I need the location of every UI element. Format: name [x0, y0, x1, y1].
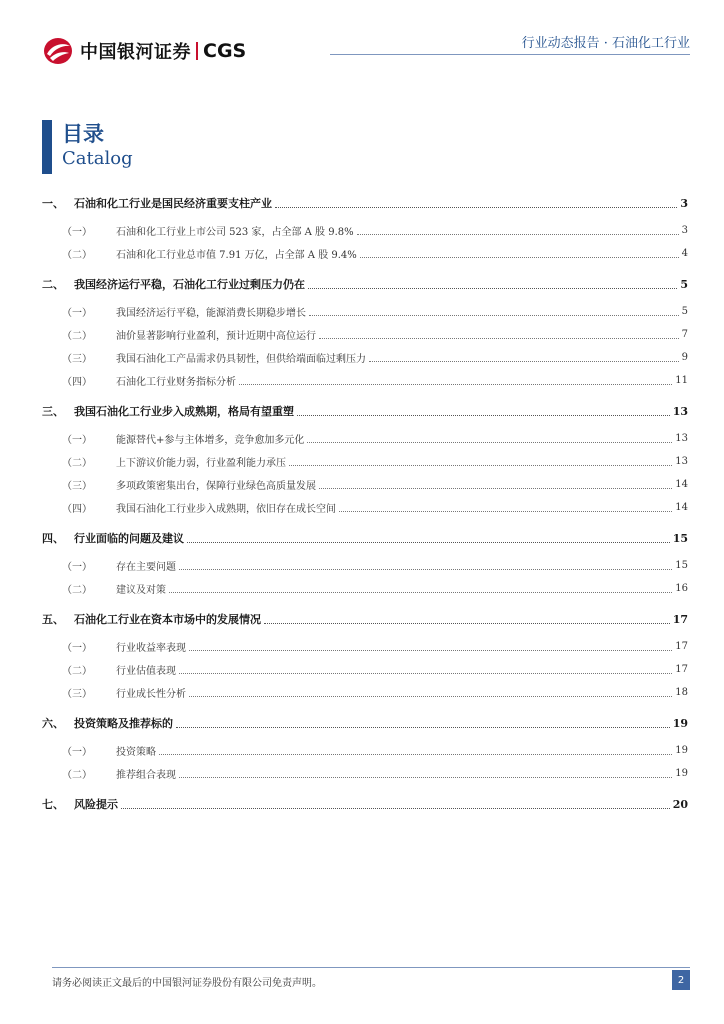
toc-entry-number: 一、 [42, 197, 64, 210]
toc-entry-page: 17 [672, 612, 688, 626]
toc-entry-number: （二） [62, 769, 92, 781]
toc-dot-leader [176, 727, 670, 728]
toc-subsection-entry[interactable] [42, 220, 688, 240]
toc-entry-title: 投资策略 [116, 746, 156, 758]
title-accent-bar [42, 120, 52, 174]
toc-dot-leader [308, 288, 677, 289]
toc-entry-number: （二） [62, 457, 92, 469]
toc-subsection-entry[interactable] [42, 428, 688, 448]
toc-section-entry[interactable] [42, 193, 688, 213]
toc-entry-title: 推荐组合表现 [116, 769, 176, 781]
toc-subsection-entry[interactable] [42, 370, 688, 390]
toc-entry-number: 四、 [42, 532, 64, 545]
toc-section-entry[interactable] [42, 274, 688, 294]
toc-section-entry[interactable] [42, 713, 688, 733]
toc-entry-title: 能源替代+参与主体增多，竞争愈加多元化 [116, 434, 305, 446]
footer-divider [52, 967, 690, 968]
toc-subsection-entry[interactable] [42, 555, 688, 575]
page-number: 2 [672, 970, 690, 990]
toc-entry-page: 4 [681, 247, 688, 259]
toc-subsection-entry[interactable] [42, 324, 688, 344]
toc-dot-leader [239, 384, 672, 385]
toc-entry-title: 石油化工行业在资本市场中的发展情况 [74, 613, 261, 626]
toc-entry-page: 13 [675, 432, 688, 444]
brand-name-cn: 中国银河证券 [80, 42, 191, 63]
toc-entry-page: 17 [675, 640, 688, 652]
toc-entry-page: 15 [672, 531, 688, 545]
toc-subsection-entry[interactable] [42, 578, 688, 598]
toc-entry-title: 行业收益率表现 [116, 642, 186, 654]
toc-entry-number: 五、 [42, 613, 64, 626]
report-type-label: 行业动态报告 · 石油化工行业 [521, 36, 690, 51]
toc-entry-page: 19 [675, 767, 688, 779]
toc-subsection-entry[interactable] [42, 740, 688, 760]
toc-entry-page: 17 [675, 663, 688, 675]
toc-dot-leader [121, 808, 670, 809]
toc-dot-leader [297, 415, 670, 416]
toc-entry-number: （二） [62, 249, 92, 261]
toc-entry-number: （二） [62, 330, 92, 342]
toc-entry-page: 14 [675, 478, 688, 490]
toc-dot-leader [159, 754, 672, 755]
brand-separator [196, 42, 198, 60]
toc-entry-page: 3 [680, 196, 688, 210]
toc-dot-leader [275, 207, 677, 208]
footer-disclaimer: 请务必阅读正文最后的中国银河证券股份有限公司免责声明。 [52, 978, 322, 989]
toc-dot-leader [360, 257, 679, 258]
toc-entry-title: 石油和化工行业上市公司 523 家，占全部 A 股 9.8% [116, 226, 354, 238]
toc-entry-page: 5 [681, 305, 688, 317]
toc-entry-title: 我国经济运行平稳，能源消费长期稳步增长 [116, 307, 306, 319]
toc-entry-page: 11 [675, 374, 688, 386]
toc-subsection-entry[interactable] [42, 451, 688, 471]
toc-title-en: Catalog [62, 148, 133, 169]
toc-entry-title: 石油和化工行业是国民经济重要支柱产业 [74, 197, 272, 210]
toc-subsection-entry[interactable] [42, 474, 688, 494]
toc-section-entry[interactable] [42, 609, 688, 629]
toc-entry-number: （四） [62, 503, 92, 515]
toc-dot-leader [179, 569, 672, 570]
toc-entry-title: 石油和化工行业总市值 7.91 万亿，占全部 A 股 9.4% [116, 249, 357, 261]
toc-entry-page: 13 [675, 455, 688, 467]
toc-entry-number: 二、 [42, 278, 64, 291]
toc-dot-leader [264, 623, 670, 624]
toc-entry-number: （四） [62, 376, 92, 388]
toc-entry-title: 行业面临的问题及建议 [74, 532, 184, 545]
toc-entry-number: （二） [62, 584, 92, 596]
toc-entry-number: （一） [62, 307, 92, 319]
toc-dot-leader [189, 650, 672, 651]
toc-entry-title: 我国经济运行平稳，石油化工行业过剩压力仍在 [74, 278, 305, 291]
toc-dot-leader [357, 234, 679, 235]
toc-entry-title: 存在主要问题 [116, 561, 176, 573]
toc-dot-leader [189, 696, 672, 697]
toc-entry-page: 15 [675, 559, 688, 571]
toc-dot-leader [307, 442, 672, 443]
toc-entry-page: 9 [681, 351, 688, 363]
toc-entry-number: 六、 [42, 717, 64, 730]
toc-entry-number: （一） [62, 561, 92, 573]
toc-entry-number: 七、 [42, 798, 64, 811]
toc-entry-number: （三） [62, 353, 92, 365]
toc-subsection-entry[interactable] [42, 301, 688, 321]
toc-entry-title: 油价显著影响行业盈利，预计近期中高位运行 [116, 330, 316, 342]
page-header [0, 0, 724, 80]
toc-entry-page: 13 [672, 404, 688, 418]
toc-dot-leader [339, 511, 672, 512]
toc-subsection-entry[interactable] [42, 347, 688, 367]
toc-dot-leader [369, 361, 679, 362]
toc-entry-number: （三） [62, 480, 92, 492]
toc-subsection-entry[interactable] [42, 659, 688, 679]
toc-dot-leader [319, 488, 672, 489]
toc-dot-leader [179, 673, 672, 674]
toc-entry-number: （一） [62, 642, 92, 654]
toc-entry-number: （一） [62, 434, 92, 446]
toc-entry-page: 7 [681, 328, 688, 340]
toc-entry-title: 行业成长性分析 [116, 688, 186, 700]
toc-entry-number: （一） [62, 746, 92, 758]
toc-dot-leader [179, 777, 672, 778]
toc-entry-page: 3 [681, 224, 688, 236]
toc-entry-page: 19 [672, 716, 688, 730]
toc-entry-title: 我国石油化工产品需求仍具韧性，但供给端面临过剩压力 [116, 353, 366, 365]
toc-entry-number: （三） [62, 688, 92, 700]
toc-entry-page: 16 [675, 582, 688, 594]
toc-entry-title: 多项政策密集出台，保障行业绿色高质量发展 [116, 480, 316, 492]
toc-entry-number: 三、 [42, 405, 64, 418]
toc-entry-page: 18 [675, 686, 688, 698]
galaxy-logo-icon [42, 36, 74, 66]
toc-subsection-entry[interactable] [42, 243, 688, 263]
brand-name-en: CGS [203, 40, 247, 62]
toc-dot-leader [309, 315, 679, 316]
toc-subsection-entry[interactable] [42, 497, 688, 517]
toc-entry-page: 20 [672, 797, 688, 811]
header-divider [330, 54, 690, 55]
toc-subsection-entry[interactable] [42, 682, 688, 702]
toc-entry-page: 19 [675, 744, 688, 756]
toc-entry-title: 建议及对策 [116, 584, 166, 596]
toc-section-entry[interactable] [42, 528, 688, 548]
toc-entry-title: 投资策略及推荐标的 [74, 717, 173, 730]
toc-dot-leader [289, 465, 672, 466]
toc-entry-number: （一） [62, 226, 92, 238]
toc-entry-title: 我国石油化工行业步入成熟期，依旧存在成长空间 [116, 503, 336, 515]
toc-dot-leader [169, 592, 672, 593]
toc-dot-leader [187, 542, 670, 543]
toc-entry-title: 我国石油化工行业步入成熟期，格局有望重塑 [74, 405, 294, 418]
toc-title-cn: 目录 [62, 121, 104, 146]
toc-section-entry[interactable] [42, 794, 688, 814]
cgs-logo [42, 36, 246, 66]
toc-subsection-entry[interactable] [42, 763, 688, 783]
toc-subsection-entry[interactable] [42, 636, 688, 656]
toc-entry-number: （二） [62, 665, 92, 677]
toc-entry-page: 14 [675, 501, 688, 513]
toc-entry-title: 风险提示 [74, 798, 118, 811]
toc-entry-page: 5 [680, 277, 688, 291]
toc-entry-title: 上下游议价能力弱，行业盈利能力承压 [116, 457, 286, 469]
toc-section-entry[interactable] [42, 401, 688, 421]
toc-entry-title: 行业估值表现 [116, 665, 176, 677]
toc-dot-leader [319, 338, 679, 339]
toc-entry-title: 石油化工行业财务指标分析 [116, 376, 236, 388]
